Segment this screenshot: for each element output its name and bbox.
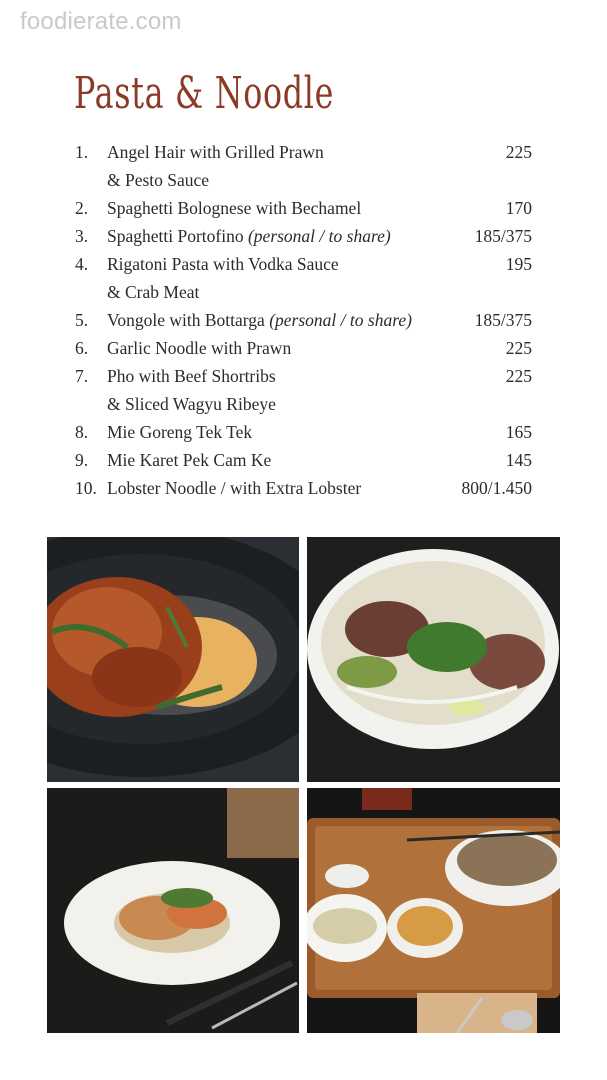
item-note: (personal / to share) — [269, 310, 412, 330]
menu-item — [75, 306, 532, 334]
item-number: 10. — [75, 478, 97, 498]
item-name: Mie Goreng Tek Tek — [107, 422, 253, 442]
menu-item — [75, 334, 532, 362]
item-number: 2. — [75, 198, 89, 218]
watermark-text: foodierate.com — [20, 8, 182, 35]
item-name: Garlic Noodle with Prawn — [107, 338, 292, 358]
item-name: Vongole with Bottarga (personal / to share) — [107, 310, 412, 330]
menu-item — [75, 194, 532, 222]
item-price: 185/375 — [474, 310, 532, 330]
section-title: Pasta & Noodle — [74, 68, 335, 119]
menu-list — [75, 138, 532, 502]
item-price: 195 — [505, 254, 532, 274]
item-name: Pho with Beef Shortribs & Sliced Wagyu Ribeye — [107, 366, 276, 414]
menu-item — [75, 362, 532, 418]
item-name: Mie Karet Pek Cam Ke — [107, 450, 272, 470]
item-number: 8. — [75, 422, 89, 442]
item-number: 6. — [75, 338, 89, 358]
item-price: 170 — [505, 198, 532, 218]
item-price: 225 — [505, 338, 532, 358]
item-price: 185/375 — [474, 226, 532, 246]
item-note: (personal / to share) — [247, 226, 391, 246]
item-name: Rigatoni Pasta with Vodka Sauce & Crab Meat — [107, 254, 339, 302]
photo-pho-bowl — [307, 537, 560, 782]
photo-pasta-red-sauce — [47, 537, 299, 782]
item-price: 225 — [505, 142, 532, 162]
item-name: Spaghetti Bolognese with Bechamel — [107, 198, 362, 218]
item-name: Spaghetti Portofino (personal / to share) — [107, 226, 391, 246]
photo-noodle-tray — [307, 788, 560, 1033]
menu-item — [75, 418, 532, 446]
item-number: 9. — [75, 450, 89, 470]
menu-item — [75, 138, 532, 194]
menu-item — [75, 474, 532, 502]
menu-item — [75, 222, 532, 250]
item-number: 3. — [75, 226, 89, 246]
item-price: 165 — [505, 422, 532, 442]
item-number: 5. — [75, 310, 89, 330]
item-price: 225 — [505, 366, 532, 386]
item-name: Lobster Noodle / with Extra Lobster — [107, 478, 362, 498]
item-name: Angel Hair with Grilled Prawn & Pesto Sauce — [107, 142, 324, 190]
item-number: 4. — [75, 254, 89, 274]
item-price: 145 — [505, 450, 532, 470]
item-number: 1. — [75, 142, 89, 162]
item-number: 7. — [75, 366, 89, 386]
menu-item — [75, 250, 532, 306]
item-price: 800/1.450 — [461, 478, 532, 498]
photo-prawn-pasta — [47, 788, 299, 1033]
menu-item — [75, 446, 532, 474]
